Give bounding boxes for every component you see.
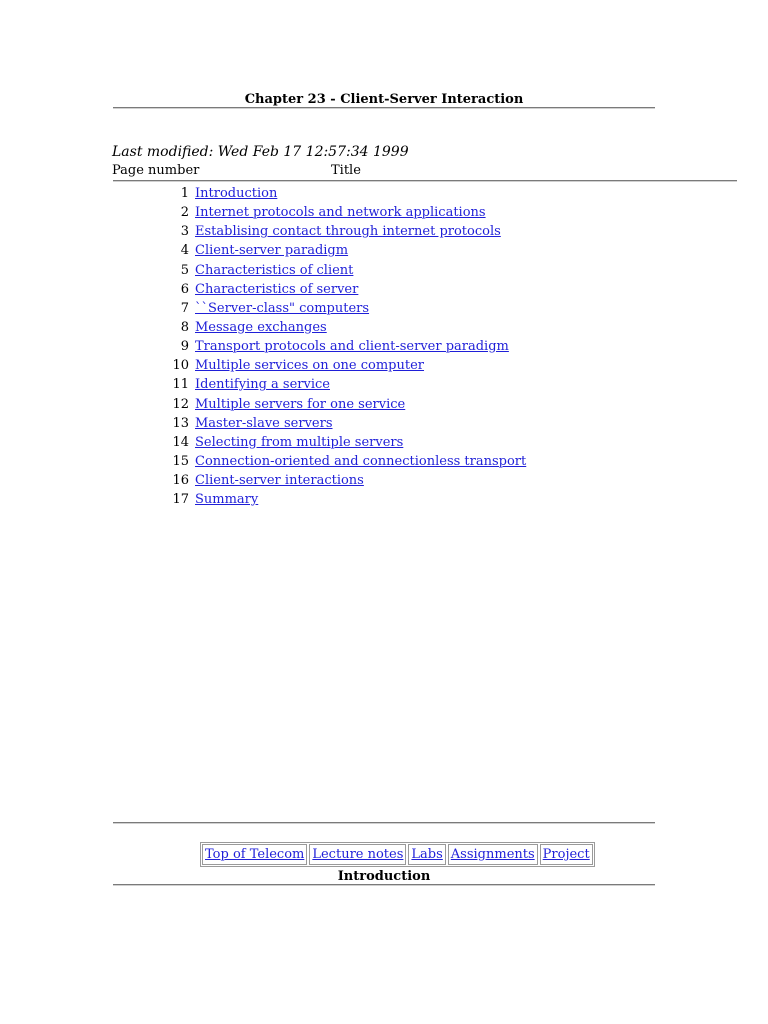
toc-link[interactable]: ``Server-class" computers [195,300,370,316]
toc-page-number: 6 [180,281,189,297]
toc-link[interactable]: Summary [195,492,259,508]
toc-row [112,433,652,452]
nav-link-top-of-telecom[interactable]: Top of Telecom [205,847,305,862]
footer-divider-bottom [113,884,655,886]
toc-link[interactable]: Client-server paradigm [195,243,349,259]
toc-page-number: 4 [180,243,189,259]
toc-row [112,375,652,394]
toc-page-number: 16 [172,473,189,489]
toc-link[interactable]: Characteristics of client [195,262,354,278]
column-header-title: Title [331,163,361,178]
toc-row [112,395,652,414]
toc-link[interactable]: Introduction [195,186,278,201]
toc-row [112,299,652,318]
title-divider [113,107,655,109]
toc-row [112,280,652,299]
toc-page-number: 1 [180,186,189,201]
footer-divider-top [113,822,655,824]
nav-cell-project [540,844,593,865]
toc-link[interactable]: Identifying a service [195,377,330,393]
toc-link[interactable]: Multiple services on one computer [195,358,425,374]
nav-cell-lecture-notes [309,844,406,865]
toc-link[interactable]: Master-slave servers [195,415,333,431]
footer-navigation [200,842,595,867]
toc-page-number: 17 [172,492,189,508]
toc-link[interactable]: Internet protocols and network applications [195,205,486,221]
toc-row [112,471,652,490]
nav-link-project[interactable]: Project [542,847,590,862]
toc-row [112,203,652,222]
toc-row [112,318,652,337]
nav-link-labs[interactable]: Labs [411,847,443,862]
toc-page-number: 12 [172,396,189,412]
toc-page-number: 9 [180,339,189,355]
toc-row [112,261,652,280]
toc-link[interactable]: Establising contact through internet protocols [195,224,501,240]
toc-page-number: 7 [180,300,189,316]
toc-row [112,414,652,433]
nav-link-assignments[interactable]: Assignments [450,847,535,862]
toc-link[interactable]: Transport protocols and client-server paradigm [195,339,509,355]
toc-page-number: 14 [172,434,189,450]
header-divider [113,180,737,182]
toc-row [112,490,652,509]
toc-page-number: 5 [180,262,189,278]
toc-page-number: 15 [172,453,189,469]
toc-row [112,241,652,260]
toc-page-number: 11 [172,377,189,393]
toc-row [112,356,652,375]
toc-row [112,337,652,356]
toc-link[interactable]: Client-server interactions [195,473,364,489]
page-title: Chapter 23 - Client-Server Interaction [244,92,524,107]
toc-link[interactable]: Multiple servers for one service [195,396,406,412]
toc-page-number: 10 [172,358,189,374]
nav-cell-top-of-telecom [202,844,307,865]
nav-link-lecture-notes[interactable]: Lecture notes [312,847,404,862]
toc-row [112,222,652,241]
toc-page-number: 8 [180,319,189,335]
column-header-page-number: Page number [112,163,200,178]
toc-page-number: 2 [180,205,189,221]
table-of-contents [112,184,652,509]
last-modified-text: Last modified: Wed Feb 17 12:57:34 1999 [112,144,409,160]
toc-row [112,452,652,471]
footer-section-label: Introduction [337,869,431,884]
toc-page-number: 3 [180,224,189,240]
toc-page-number: 13 [172,415,189,431]
toc-link[interactable]: Message exchanges [195,319,327,335]
toc-link[interactable]: Characteristics of server [195,281,359,297]
nav-cell-labs [408,844,445,865]
toc-row [112,184,652,203]
toc-link[interactable]: Connection-oriented and connectionless transport [195,453,527,469]
toc-link[interactable]: Selecting from multiple servers [195,434,404,450]
nav-cell-assignments [448,844,538,865]
